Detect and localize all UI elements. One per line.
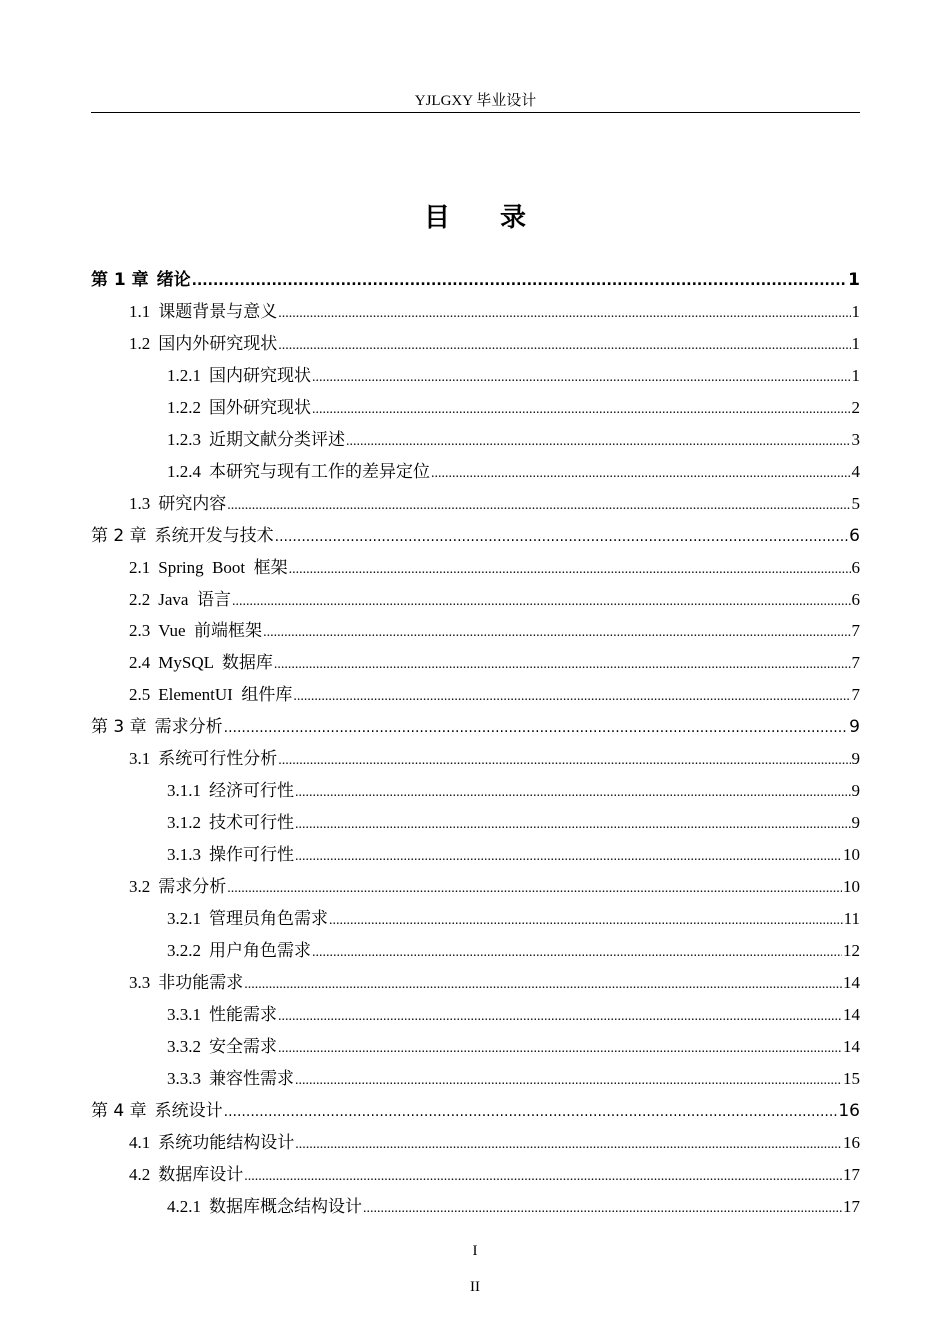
toc-entry-label: 操作可行性 bbox=[209, 845, 294, 865]
toc-entry-page: 1 bbox=[848, 270, 860, 290]
toc-entry-number: 1.2.2 bbox=[167, 397, 201, 417]
toc-entry-number: 第 2 章 bbox=[91, 525, 147, 546]
toc-entry[interactable] bbox=[167, 935, 860, 967]
toc-dot-leader bbox=[346, 426, 851, 458]
toc-entry-number: 4.1 bbox=[129, 1132, 151, 1152]
toc-dot-leader bbox=[275, 521, 849, 553]
toc-dot-leader bbox=[227, 490, 850, 522]
toc-entry-number: 3.2 bbox=[129, 877, 151, 897]
toc-entry-number: 3.1.2 bbox=[167, 813, 201, 833]
toc-entry-number: 3.1 bbox=[129, 749, 151, 769]
toc-entry-label: 兼容性需求 bbox=[209, 1068, 294, 1088]
toc-entry-number: 1.2.3 bbox=[167, 429, 201, 449]
toc-dot-leader bbox=[278, 745, 850, 777]
toc-entry-number: 3.3.1 bbox=[167, 1004, 201, 1024]
toc-entry-number: 1.2 bbox=[129, 333, 151, 353]
toc-entry-page: 1 bbox=[851, 333, 860, 353]
toc-entry[interactable] bbox=[129, 967, 860, 999]
toc-entry-page: 1 bbox=[851, 365, 860, 385]
toc-entry-number: 3.2.2 bbox=[167, 940, 201, 960]
toc-entry-label: MySQL 数据库 bbox=[158, 653, 273, 673]
toc-entry-number: 第 3 章 bbox=[91, 717, 147, 738]
toc-dot-leader bbox=[244, 969, 842, 1001]
toc-entry[interactable] bbox=[129, 1127, 860, 1159]
toc-entry-number: 1.3 bbox=[129, 493, 151, 513]
toc-entry-number: 1.2.4 bbox=[167, 461, 201, 481]
toc-entry[interactable] bbox=[167, 839, 860, 871]
toc-entry-number: 3.3 bbox=[129, 972, 151, 992]
toc-entry[interactable] bbox=[91, 520, 860, 552]
toc-entry-page: 6 bbox=[851, 557, 860, 577]
toc-dot-leader bbox=[312, 394, 851, 426]
toc-entry-label: 国内外研究现状 bbox=[158, 333, 278, 353]
toc-entry-page: 9 bbox=[851, 813, 860, 833]
toc-entry-number: 3.2.1 bbox=[167, 909, 201, 928]
toc-entry[interactable] bbox=[129, 647, 860, 679]
toc-entry-label: 经济可行性 bbox=[209, 781, 294, 801]
toc-entry-page: 4 bbox=[851, 461, 860, 481]
toc-dot-leader bbox=[329, 905, 843, 937]
toc-entry-label: 系统开发与技术 bbox=[154, 525, 274, 546]
toc-entry-number: 1.2.1 bbox=[167, 365, 201, 385]
toc-entry[interactable] bbox=[91, 711, 860, 743]
toc-entry[interactable] bbox=[129, 679, 860, 711]
toc-entry-label: 数据库概念结构设计 bbox=[209, 1196, 362, 1216]
toc-entry-page: 5 bbox=[851, 493, 860, 513]
toc-entry[interactable] bbox=[129, 1159, 860, 1191]
toc-entry-label: 用户角色需求 bbox=[209, 940, 311, 960]
toc-entry-number: 3.3.3 bbox=[167, 1068, 201, 1088]
toc-dot-leader bbox=[295, 1129, 842, 1161]
toc-entry-label: 课题背景与意义 bbox=[158, 301, 278, 321]
toc-dot-leader bbox=[312, 937, 842, 969]
toc-dot-leader bbox=[224, 712, 849, 744]
toc-entry-page: 7 bbox=[851, 653, 860, 673]
toc-entry-label: ElementUI 组件库 bbox=[158, 685, 293, 705]
toc-entry-page: 9 bbox=[849, 717, 860, 738]
page-header: YJLGXY 毕业设计 bbox=[414, 93, 537, 109]
toc-entry-page: 15 bbox=[843, 1068, 860, 1088]
toc-entry-label: 需求分析 bbox=[158, 877, 227, 897]
toc-entry-number: 3.1.1 bbox=[167, 781, 201, 801]
toc-dot-leader bbox=[293, 681, 850, 713]
toc-dot-leader bbox=[289, 554, 851, 586]
toc-entry-label: Vue 前端框架 bbox=[158, 621, 263, 641]
toc-entry-page: 7 bbox=[851, 685, 860, 705]
toc-dot-leader bbox=[278, 330, 850, 362]
toc-entry-number: 2.1 bbox=[129, 557, 151, 577]
toc-entry[interactable] bbox=[129, 328, 860, 360]
toc-entry[interactable] bbox=[129, 552, 860, 584]
toc-entry-page: 12 bbox=[843, 940, 860, 960]
toc-dot-leader bbox=[263, 617, 850, 649]
toc-entry-label: 管理员角色需求 bbox=[209, 909, 328, 928]
page-number: I bbox=[472, 1243, 478, 1259]
toc-entry[interactable] bbox=[167, 456, 860, 488]
toc-entry-number: 2.4 bbox=[129, 653, 151, 673]
toc-entry-label: 本研究与现有工作的差异定位 bbox=[209, 461, 430, 481]
toc-entry-page: 9 bbox=[851, 749, 860, 769]
toc-entry-number: 2.2 bbox=[129, 589, 151, 609]
toc-entry[interactable] bbox=[167, 1063, 860, 1095]
toc-entry-label: 近期文献分类评述 bbox=[209, 429, 345, 449]
toc-entry-label: 系统设计 bbox=[154, 1100, 223, 1121]
toc-entry-label: 国外研究现状 bbox=[209, 397, 311, 417]
toc-entry-page: 14 bbox=[843, 1036, 860, 1056]
toc-entry-label: 数据库设计 bbox=[158, 1164, 244, 1184]
toc-entry-page: 7 bbox=[851, 621, 860, 641]
toc-entry-page: 17 bbox=[843, 1164, 860, 1184]
toc-dot-leader bbox=[244, 1161, 842, 1193]
toc-dot-leader bbox=[224, 1096, 838, 1128]
toc-entry-page: 2 bbox=[851, 397, 860, 417]
toc-entry-page: 10 bbox=[843, 877, 860, 897]
toc-entry-label: 系统功能结构设计 bbox=[158, 1132, 295, 1152]
toc-entry-page: 1 bbox=[851, 301, 860, 321]
toc-entry[interactable] bbox=[129, 743, 860, 775]
toc-entry-page: 16 bbox=[838, 1100, 860, 1121]
toc-dot-leader bbox=[312, 362, 851, 394]
toc-entry-page: 16 bbox=[843, 1132, 860, 1152]
toc-entry-page: 6 bbox=[851, 589, 860, 609]
toc-entry-page: 17 bbox=[843, 1196, 860, 1216]
toc-entry-number: 3.3.2 bbox=[167, 1036, 201, 1056]
toc-entry-number: 第 1 章 bbox=[91, 270, 149, 290]
toc-dot-leader bbox=[295, 841, 842, 873]
toc-dot-leader bbox=[278, 298, 850, 330]
toc-entry-page: 14 bbox=[843, 972, 860, 992]
toc-entry[interactable] bbox=[167, 424, 860, 456]
toc-entry[interactable] bbox=[167, 775, 860, 807]
toc-entry[interactable] bbox=[167, 360, 860, 392]
toc-dot-leader bbox=[295, 1065, 842, 1097]
toc-entry[interactable] bbox=[129, 871, 860, 903]
toc-entry-number: 2.3 bbox=[129, 621, 151, 641]
toc-entry-page: 6 bbox=[849, 525, 860, 546]
toc-dot-leader bbox=[227, 873, 842, 905]
toc-entry-label: 国内研究现状 bbox=[209, 365, 311, 385]
toc-entry-number: 第 4 章 bbox=[91, 1100, 147, 1121]
toc-dot-leader bbox=[232, 586, 851, 618]
toc-entry-number: 2.5 bbox=[129, 685, 151, 705]
toc-entry-label: Java 语言 bbox=[158, 589, 231, 609]
toc-entry[interactable] bbox=[129, 488, 860, 520]
toc-entry-label: 性能需求 bbox=[209, 1004, 277, 1024]
toc-dot-leader bbox=[363, 1193, 842, 1225]
toc-entry[interactable] bbox=[91, 264, 860, 296]
toc-entry-page: 3 bbox=[851, 429, 860, 449]
toc-entry[interactable] bbox=[129, 584, 860, 616]
toc-entry-label: Spring Boot 框架 bbox=[158, 557, 288, 577]
toc-dot-leader bbox=[295, 809, 851, 841]
toc-entry[interactable] bbox=[167, 903, 860, 935]
page-number-secondary: II bbox=[470, 1279, 480, 1295]
toc-entry-number: 1.1 bbox=[129, 301, 151, 321]
toc-dot-leader bbox=[295, 777, 851, 809]
toc-entry-label: 系统可行性分析 bbox=[158, 749, 278, 769]
toc-entry[interactable] bbox=[167, 999, 860, 1031]
toc-entry[interactable] bbox=[167, 1191, 860, 1223]
toc-entry-label: 绪论 bbox=[156, 270, 191, 290]
toc-entry[interactable] bbox=[167, 807, 860, 839]
toc-entry-number: 3.1.3 bbox=[167, 845, 201, 865]
toc-entry[interactable] bbox=[167, 1031, 860, 1063]
toc-title: 目录 bbox=[423, 203, 576, 233]
toc-dot-leader bbox=[431, 458, 851, 490]
toc-entry[interactable] bbox=[167, 392, 860, 424]
toc-entry[interactable] bbox=[91, 1095, 860, 1127]
toc-entry-number: 4.2.1 bbox=[167, 1196, 201, 1216]
toc-dot-leader bbox=[278, 1001, 842, 1033]
toc-entry-label: 安全需求 bbox=[209, 1036, 277, 1056]
toc-entry-label: 非功能需求 bbox=[158, 972, 244, 992]
toc-entry[interactable] bbox=[129, 615, 860, 647]
toc-entry-label: 研究内容 bbox=[158, 493, 227, 513]
toc-dot-leader bbox=[192, 265, 847, 297]
toc-entry-number: 4.2 bbox=[129, 1164, 151, 1184]
toc-entry-label: 需求分析 bbox=[154, 717, 223, 738]
toc-entry[interactable] bbox=[129, 296, 860, 328]
toc-entry-page: 11 bbox=[843, 909, 860, 928]
toc-entry-page: 14 bbox=[843, 1004, 860, 1024]
toc-dot-leader bbox=[274, 649, 851, 681]
toc-entry-page: 10 bbox=[843, 845, 860, 865]
toc-dot-leader bbox=[278, 1033, 842, 1065]
toc-entry-page: 9 bbox=[851, 781, 860, 801]
header-rule bbox=[91, 112, 860, 113]
toc-entry-label: 技术可行性 bbox=[209, 813, 294, 833]
